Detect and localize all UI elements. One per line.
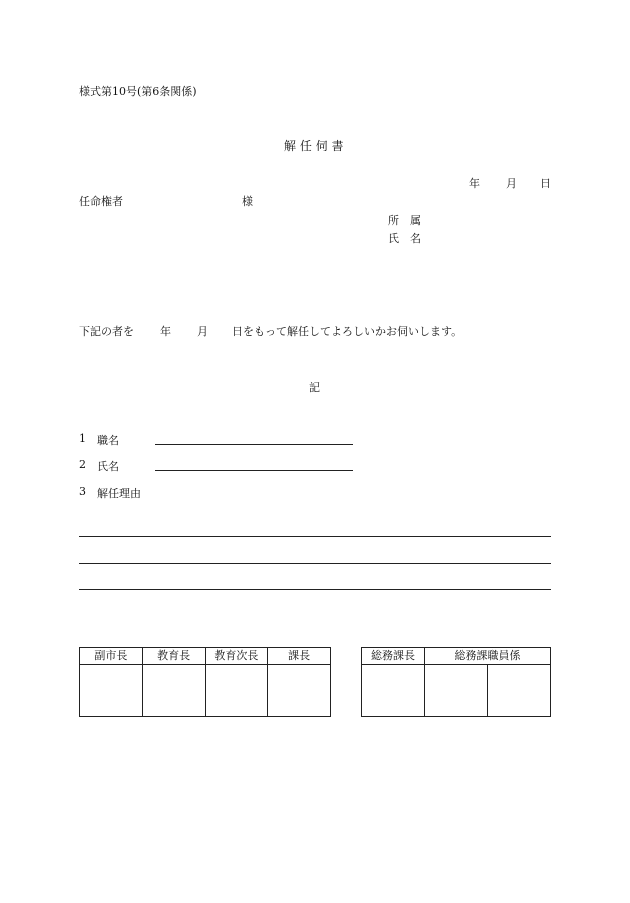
approval-header-superintendent: 教育長 — [142, 648, 205, 665]
reason-line-2 — [79, 563, 551, 564]
reason-line-1 — [79, 536, 551, 537]
approval-header-deputy-superintendent: 教育次長 — [205, 648, 268, 665]
item-3-number: 3 — [79, 485, 86, 498]
addressee-label: 任命権者 — [79, 195, 123, 208]
approval-seal-box — [424, 665, 487, 717]
statement-year: 年 — [160, 325, 171, 338]
approval-seal-box — [362, 665, 425, 717]
item-1-label: 職名 — [97, 434, 119, 447]
statement-prefix: 下記の者を — [79, 325, 134, 338]
applicant-name: 氏 名 — [388, 232, 421, 245]
date-year: 年 — [469, 177, 480, 190]
item-1-number: 1 — [79, 432, 86, 445]
approval-header-vice-mayor: 副市長 — [80, 648, 143, 665]
approval-seal-box — [205, 665, 268, 717]
approval-header-general-affairs-chief: 総務課長 — [362, 648, 425, 665]
item-2-number: 2 — [79, 458, 86, 471]
addressee-suffix: 様 — [242, 195, 253, 208]
approval-seal-box — [487, 665, 550, 717]
form-number: 様式第10号(第6条関係) — [79, 85, 197, 98]
approval-table-right — [361, 647, 551, 717]
item-1-underline — [155, 444, 353, 445]
reason-line-3 — [79, 589, 551, 590]
approval-seal-box — [80, 665, 143, 717]
date-month: 月 — [506, 177, 517, 190]
item-2-label: 氏名 — [97, 460, 119, 473]
approval-seal-box — [268, 665, 331, 717]
ki-heading: 記 — [309, 381, 320, 394]
approval-table-left — [79, 647, 331, 717]
statement-suffix: 日をもって解任してよろしいかお伺いします。 — [232, 325, 463, 338]
statement-month: 月 — [197, 325, 208, 338]
approval-header-section-chief: 課長 — [268, 648, 331, 665]
date-day: 日 — [540, 177, 551, 190]
approval-header-personnel-staff: 総務課職員係 — [424, 648, 550, 665]
applicant-affiliation: 所 属 — [388, 214, 421, 227]
approval-seal-box — [142, 665, 205, 717]
item-3-label: 解任理由 — [97, 487, 141, 500]
document-title: 解 任 伺 書 — [284, 139, 344, 153]
item-2-underline — [155, 470, 353, 471]
